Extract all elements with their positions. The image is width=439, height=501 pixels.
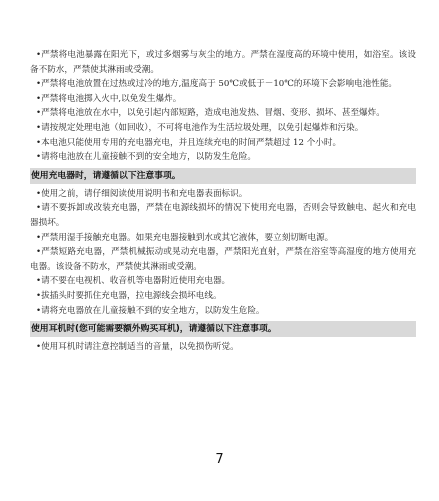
charger-note-unplug: •拔插头时要抓住充电器，拉电源线会损坏电线。 — [36, 290, 222, 301]
battery-safety-section — [30, 48, 416, 165]
charger-note-no-disassembly: •请不要拆卸或改装充电器，严禁在电源线损坏的情况下使用充电器，否则会导致触电、起火和充电器损坏。 — [30, 203, 416, 228]
charger-note-near-appliances: •请不要在电视机、收音机等电器附近使用充电器。 — [36, 276, 231, 287]
charger-safety-section — [30, 187, 416, 318]
charger-note-short-circuit: •严禁短路充电器，严禁机械振动或晃动充电器，严禁阳光直射，严禁在浴室等高湿度的地方使用充电器。该设备不防水，严禁使其淋雨或受潮。 — [30, 247, 416, 272]
earphone-note-volume: •使用耳机时请注意控制适当的音量，以免损伤听觉。 — [36, 342, 239, 353]
charger-note-wet-hands: •严禁用湿手接触充电器。如果充电器接触到水或其它液体，要立刻切断电源。 — [36, 232, 334, 243]
battery-note-water: •严禁将电池放在水中，以免引起内部短路，造成电池发热、冒烟、变形、损坏、甚至爆炸。 — [36, 108, 385, 119]
battery-note-fire: •严禁将电池掷入火中,以免发生爆炸。 — [36, 93, 182, 104]
battery-note-sun-humidity: •严禁将电池暴露在阳光下，或过多烟雾与灰尘的地方。严禁在湿度高的环境中使用，如浴室。该设备不防水，严禁使其淋雨或受潮。 — [30, 50, 416, 75]
page-number: 7 — [215, 452, 224, 467]
charger-note-read-manual: •使用之前，请仔细阅读使用说明书和充电器表面标识。 — [36, 188, 248, 199]
battery-note-temperature: •严禁将电池放置在过热或过冷的地方,温度高于 50℃或低于－10℃的环境下会影响电池性能。 — [36, 79, 398, 90]
battery-note-charger-only: •本电池只能使用专用的充电器充电，并且连续充电的时间严禁超过 12 个小时。 — [36, 137, 342, 148]
earphone-section-heading: 使用耳机时(您可能需要额外购买耳机)，请遵循以下注意事项。 — [30, 321, 416, 337]
earphone-safety-section — [30, 340, 416, 355]
charger-note-children: •请将充电器放在儿童接触不到的安全地方，以防发生危险。 — [36, 305, 265, 316]
charger-section-heading: 使用充电器时，请遵循以下注意事项。 — [30, 168, 416, 184]
battery-note-disposal: •请按规定处理电池（如回收），不可将电池作为生活垃圾处理，以免引起爆炸和污染。 — [36, 122, 364, 133]
manual-page — [30, 48, 416, 355]
battery-note-children: •请将电池放在儿童接触不到的安全地方，以防发生危险。 — [36, 152, 256, 163]
